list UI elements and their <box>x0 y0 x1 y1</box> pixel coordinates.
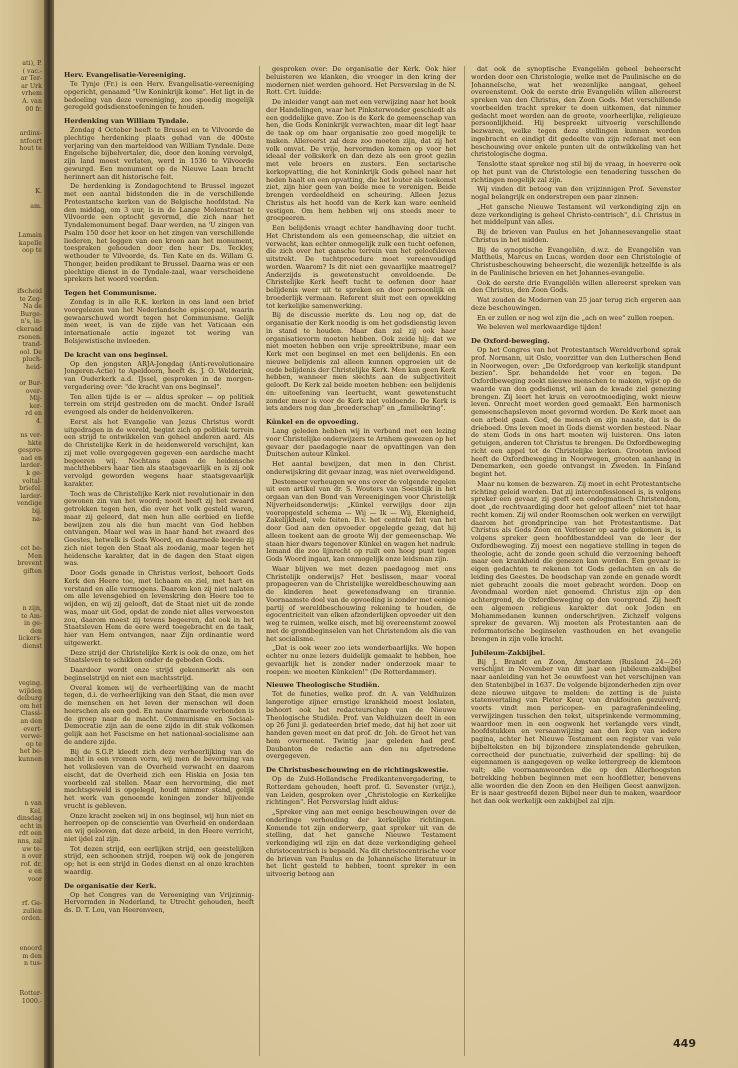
article-paragraph: Tot de funeties, welke prof. dr. A. van Veldhuizen langerotige zijner ernstige krankheid moest loslaten, behoort ook het redacteurschap van de Nieuwe Theologische Studiën. Prof. van Veldhuizen deelt in een op 26 Juni jl. gedateerden brief mede, dat hij het zoer uit handen geven moet en dat prof. dr. Joh. de Groot het van hem overneemt. Twintig jaar geleden had prof. Daubanton de redactie aan den nu afgetredene overgegeven. <box>266 690 456 761</box>
article-paragraph: Deze strijd der Christelijke Kerk is ook de onze, om het Staatsleven te schikken onder de geboden Gods. <box>64 648 254 665</box>
article-heading: Jubileum-Zakbijbel. <box>471 648 546 657</box>
article-paragraph: Toch was de Christelijke Kerk niet revolutionair in den gewonen zin van het woord; nooit heeft zij het zwaard getrokken tegen hen, die over het volk gesteld waren, maar zij geleerd, dat men hun alle eerbied en liefde bewijzen zou als die hun macht van God hebben ontvangen. Maar wel was in haar hand het zwaard des Geestes, hetwelk is Gods Woord, en daarmede keerde zij zich niet tegen den Staat als zoodanig, maar tegen het heidensche karakter, dat in de dagen den Staat eigen was. <box>64 489 254 568</box>
article-paragraph: Eerst als het Evangelie van Jezus Christus wordt uitgedragen in de wereld, begint zich op politiek terrein een strijd te ontwikkelen van geheel anderen aard. Als de Christelijke Kerk in de heidenwereld verschijnt, kan zij met volle overgegeven gegeven een aardsche macht begeeren wij. Nochtans gaan de heidensche machthebbers haar tien als staatsgevaarlijk en is zij ook vervolgd geworden wegens haar staatsgevaarlijk karakter. <box>64 417 254 488</box>
column-rule <box>464 66 465 1056</box>
article-paragraph: Het aantal bewijzen, dat men in den Christ. onderwijskring dit gevaar inzag, was niet overweldigend. <box>266 460 456 476</box>
article-paragraph: Overal komen wij de verheerlijking van de macht tegen, d.i. de verheerlijking van den Staat, die men over de menschen en het leven der menschen wil doen heerschen als een god. En nauw daarmede verbonden is de groep naar de macht. Communisme en Sociaal-Democratie zijn aan de eene zijde in dit stuk volkomen gelijk aan het Fascisme en het nationaal-socialisme aan de andere zijde. <box>64 683 254 746</box>
left-page-fragment: n zijn, te Am- in ge- den lickers- dienst <box>18 605 42 650</box>
article-paragraph: De inleider vangt aan met een verwijzing naar het boek der Handelingen, waar het Pinksterwonder geschiedt als een goddelijke gave. Zoo is de Kerk de gemeenschap van hen, die Gods Koninkrijk verwachten, maar dit legt haar de taak op om haar organisatie zoo goed mogelijk te maken. Allereerst zal deze zoo moeten zijn, dat zij het volk omvat. De vrije, hervormden komen op voor het ideaal der volkskerk en dan deze als een groot geziin met vele broers en zusters. Een sectarische kerkopvatting, die het Koninkrijk Gods geheel naar het heden haalt en een opvatting, die het louter als toekomst ziet, zijn hier geen van beide mee te verenigen. Beide brengen verdeeldheid en scheuring. Alleen Jezus Christus als het hoofd van de Kerk kan ware eenheid vestigen. Om hem hebben wij ons steeds meer te groepeeren. <box>266 98 456 223</box>
article-heading: De organisatie der Kerk. <box>64 881 157 890</box>
article-paragraph: Bij de synoptische Evangeliën, d.w.z. de Evangeliën van Mattheüs, Marcus en Lucas, worden door een Christologie of Christusbeschouwing beheerscht, die wezenlijk hetzelfde is als in de Paulinische brieven en het Johannes-evangelie. <box>471 245 681 277</box>
left-page-fragment: ifscheid te Zeg- Na de Burge- n's, in- ckeraad rsonen. trand- ool. De pluch- heid- <box>16 288 42 371</box>
article-paragraph: Op den jongsten ARJA-Jongdag (Anti-revolutionaire Jongeren-Actie) te Apeldoorn, heeft ds. J. O. Welderink, van Ouderkerk a.d. IJssel, gesproken in de morgen-vergadering over: "de kracht van ons beginsel". <box>64 359 254 391</box>
article-paragraph: Waar blijven we met dezen paedagoog met ons Christelijk onderwijs? Het beslissen, maar vooral propageeren van de Christelijke wereldbeschouwing aan de kinderen heet gewetensdwang en tirannie. Voornaamste doel van de opvoeding is zonder met eenige partij of wereldbeschouwing rekening te houden, de egocentriciteit van elken afzonderlijken opvoeder uit den weg te ruimen, welke eisch, met bij overeenstemt zoowel met de grondbeginselen van het Christendom als die van het socialisme. <box>266 564 456 643</box>
left-page-fragment: ns ver- hkte gespro- aad en larder- k ge- voltal- briefel. larder- vendige bij. na- <box>16 432 42 523</box>
article-paragraph: Tenslotte staat spreker nog stil bij de vraag, in hoeverre ook op het punt van de Christologie een tenadering tusschen de richtingen mogelijk zal zijn. <box>471 160 681 184</box>
article-paragraph: En er zullen er nog wel zijn die „ach en wee" zullen roepen. <box>477 313 675 322</box>
article-paragraph: Tot dezen strijd, een eerlijken strijd, een geestelijken strijd, een schoonen strijd, roepen wij ook de jongeren op; het is een strijd in Godes dienst en al onze krachten waardig. <box>64 844 254 876</box>
article-paragraph: Een belijdenis vraagt echter handhaving door tucht. Het Christendom als een gemeenschap, die uitziet en verwacht, kan echter onmogelijk zulk een tucht oefenen, die zich over het gansche terrein van het geloofsleven uitstrekt. De tuchtprocedure moet vereenvoudigd worden. Waarom? Is dit niet een gevaarlijke maatregel? Anderzijds is gewetenstucht onvoldoende. De Christelijke Kerk heeft tucht te oefenen door haar belijdenis weer uit te spreken en door persoonlijk en broederlijk vermaan. Referent sluit met een opwekking tot kerkelijke samenwerking. <box>266 224 456 310</box>
article-paragraph: Zondag 4 October heeft te Brussel en te Vilvoorde de plechtige herdenking plaats gehad van de 400ste verjaring van den marteldood van William Tyndale. Deze Engelsche bijbelvertaler, die, door den koning vervolgd, zijn land moest verlaten, werd in 1536 te Vilvoorde gewurgd. Een monument op de Nieuwe Laan bracht herinnert aan dit historische feit. <box>64 126 254 181</box>
article-paragraph: Wij vinden dit betoog van den vrijzinnigen Prof. Sevenster nogal belangrijk en onderstrepen een paar zinnen: <box>471 185 681 201</box>
column-3 <box>471 66 681 1028</box>
article-paragraph: Op het Congres van de Vereeniging van Vrijzinnig-Hervormden in Nederland, te Utrecht gehouden, heeft ds. D. T. Lou, van Heerenveen, <box>64 890 254 914</box>
left-page-fragment: cet be- Men brevent giften <box>17 545 42 575</box>
article-paragraph: Zondag is in alle R.K. kerken in ons land een brief voorgelezen van het Nederlandsche episcopaat, waarin gewaarschuwd wordt tegen het Communisme. Gelijk men weet, is van de zijde van het Vaticaan een internationale actie ingezet tot wering van Bolsjewistische invloeden. <box>64 298 254 345</box>
article-heading: Herdenking van William Tyndale. <box>64 117 189 125</box>
right-page <box>54 0 738 1068</box>
article-paragraph: Op het Congres van het Protestantsch Wereldverbond sprak prof. Normann, uit Oslo, voorzitter van den Lutherschen Bond in Noorwegen, over: „De Oxfordgroep van kerkelijk standpunt bezien". Spr. behandelde het voor en tegen. De Oxfordbeweging zoekt nieuwe menschen te maken, wijst op de waarde van den godsdienst, wil aan de kwade ziel genezing brengen. Zij leert het kruis en verootmoediging, wekt nieuw leven. Onrecht moet worden goed gemaakt. Een harmonisch gemeenschapsleven moet gevormd worden. De Kerk moet aan een arbeid gaan. God, de mensch en zijn naaste, dat is de drieboed. Ons leven moet in Gods dienst worden besteed. Naar de stem Gods in ons hart moeten wij luisteren. Ons laten getuigen, anderen tot Christus te brengen. De Oxfordbeweging richt een appel tot de Christelijke kerken. Grooten invloed heeft de Oxfordbeweging in Noorwegen, grooten aanhang in Denemarken, een goede ontvangst in Zweden. In Finland begint het. <box>471 346 681 478</box>
article-paragraph: „Dat is ook weer zoo iets wonderbaarlijks. We hopen echter nu onze lezers duidelijk gemaakt te hebben, hoe gevaarlijk het is zonder nader onderzoek maar te roepen: we moeten Künkelen!" (De Rotterdammer). <box>266 644 456 676</box>
article-heading: Künkel en de opvoeding. <box>266 418 359 426</box>
article-heading: Nieuwe Theologische Studiën. <box>266 681 380 690</box>
article-paragraph: We beleven wel merkwaardige tijden! <box>477 323 602 332</box>
left-page-fragment: Lamain kapelle oop te <box>18 232 42 255</box>
article-paragraph: Destemeer verheugen we ons over de volgende regelen uit een artikel van dr. S. Wouters van Soestdijk in het orgaan van den Bond van Vereenigingen voor Christelijk Nijverheidsonderwijs: „Künkel verwijlgs door zijn vooropgesteld schema — Wij — Ik — Wij, Ekenigheid, Zakelijkheid, vele feiten. B.v. het centrale feit van het door God aan den opvoeder opgelegde gezag, dat hij alleen toekent aan de groote Wij der gemeenschap. We staan hier dwars tegenover Künkel en wagen het nadruk: Iemand die zoo lijnrecht op ruilt een hoog punt tegen Gods Woord ingaat, kan onmogelijk onze leidsman zijn. <box>266 477 456 563</box>
article-paragraph: Ten allen tijde is er — aldus spreker — op politiek terrein om strijd gestreden om de macht. Onder Israël evengoed als onder de heidenvolkeren. <box>64 392 254 416</box>
left-page-fragment: Rotter- 1000.- <box>19 990 42 1005</box>
article-paragraph: Bij de S.G.P. kleedt zich deze verheerlijking van de macht in een vromen vorm, wij men de bevorming van het volksleven van de Overheid verwacht en daarom eischt, dat de Overheid zich een Hiskia en Josia ten voorbeeld zal stellen. Maar een hervorming, die met machtsgeweld is opgelegd, houdt nimmer stand, gelijk het werk van genoemde koningen zonder blijvende vrucht is gebleven. <box>64 747 254 810</box>
left-page-fragment: K. am. <box>30 188 42 211</box>
article-heading: Herv. Evangelisatie-Vereeniging. <box>64 71 186 79</box>
left-page-fragment: n van Kel. dinsdag echt in rdt een nns, zal uw te- n over rof. dr. e en voor <box>16 800 42 883</box>
column-1 <box>64 66 254 1028</box>
left-page-fragment: enoord m den n tus- <box>19 945 42 968</box>
article-paragraph: dat ook de synoptische Evangeliën geheel beheerscht worden door een Christologie, welke met de Paulinische en de Johanneïsche, wat het wezenlijke aangaat, geheel overeenstemt. Ook de eerste drie Evangeliën willen allereerst spreken van den Christus, den Zoon Gods. Met verschillende voorbeelden tracht spreker te doen uitkomen, dat nimmer gedacht moet worden aan de groote, voorheerlijke, religieuze persoonlijkheid. Hij bespreekt uitvoerig verschillende bezwaren, welke tegen deze stellingen kunnen worden ingebracht en eindigt dit gedeelte van zijn referaat met een beschouwing over enkele punten uit de ontwikkeling van het christologische dogma. <box>471 66 681 159</box>
left-page-fragment: rf. Ge- zullen orden. <box>21 900 42 923</box>
article-paragraph: Daardoor wordt onze strijd gekenmerkt als een beginselstrijd en niet een machtsstrijd. <box>64 666 254 682</box>
article-paragraph: Te Tynje (Fr.) is een Herv. Evangelisatie-vereeniging opgericht, genaamd "Uw Koninkrijk kome". Het ligt in de bedoeling van deze vereeniging, zoo spoedig mogelijk geregeld godsdienstoefeningen te houden. <box>64 80 254 112</box>
article-paragraph: Maar nu komen de bezwaren. Zij moet in echt Protestantsche richting geleid worden. Dat zij interconfessioneel is, is volgens spreker een gevaar, zij geeft een ondogmatisch Christendom, doet „de rechtvaardiging door het geloof alleen" niet tot haar recht komen. Zij wil onder Roomschen ook werken en verwijlgt daarom het grondprincipe van het Protestantisme. Dat Christus als Gods Zoon en Verlosser op aarde gekomen is, is volgens spreker geen hoofdbestanddeel van de leer der Oxfordbeweging. Zij moest een negatieve stelling in tegen de theologie, acht de zonde geen schuld die verzoening behoeft maar een krankheid die genezen kan worden. Een gevaar is: eigen gedachten te rekenen tot Gods gedachten en als de leiding des Geestes. De boodschap van zonde en genade wordt niet gebracht zooals die moet gebracht worden. Doop en Avondmaal worden niet genoemd. Christus zijn op den achtergrond, de Oxfordbeweging op den voorgrond. Zij heeft een algemeen religieus karakter dat ook Joden en Mohammedanen kunnen onderschrijven. Zichzelf volgens spreker de gevaren. Wij moeten als Protestanten aan de reformatorische beginselen vasthouden en het evangelie brengen in zijn volle kracht. <box>471 479 681 643</box>
column-2 <box>266 66 456 1028</box>
article-heading: De kracht van ons beginsel. <box>64 350 168 359</box>
article-paragraph: „Het gansche Nieuwe Testament wil verkondiging zijn en deze verkondiging is geheel Christo-centrisch", d.i. Christus in het middelpunt van alles. <box>471 202 681 227</box>
article-paragraph: Bij de brieven van Paulus en het Johannesevangelie staat Christus in het midden. <box>471 228 681 244</box>
article-paragraph: Lang geleden hebben wij in verband met een lezing voor Christelijke onderwijzers te Arnhem gewezen op het gevaar der paedagogie naar de opvattingen van den Duitschen auteur Künkel. <box>266 427 456 459</box>
article-heading: Tegen het Communisme. <box>64 289 157 297</box>
article-paragraph: Wat zouden de Modernen van 25 jaar terug zich ergeren aan deze beschouwingen. <box>471 296 681 312</box>
article-paragraph: Ook de eerste drie Evangeliën willen allereerst spreken van den Christus, den Zoon Gods. <box>471 278 681 295</box>
left-page-fragment: or Bur- over- Mij- ker- rd en 4. <box>19 380 42 425</box>
article-paragraph: Onze kracht zoeken wij in ons beginsel, wij hun niet en herroepen op de conscientie van Overheid en onderdaan en wij gelooven, dat deze arbeid, in den Heere verricht, niet ijdel zal zijn. <box>64 811 254 843</box>
left-page-fragment: ati), P. ( vac.- ar Ter- ar Urk vrhem A. van 00 fr. <box>20 60 42 113</box>
column-rule <box>259 66 260 1056</box>
page-number: 449 <box>673 1037 696 1050</box>
left-page-edge <box>0 0 44 1068</box>
article-paragraph: „Spreker ving aan met eenige beschouwingen over de onderlinge verhouding der kerkelijke richtingen. Komende tot zijn onderwerp, gaat spreker uit van de stelling, dat het gansche Nieuwe Testament verkondiging wil zijn en dat deze verkondiging geheel christocentrisch is bepaald. Na dit christocentrische voor de brieven van Paulus en de Johanneïsche literatuur in het licht gesteld te hebben, toont spreker in een uitvoerig betoog aan <box>266 808 456 878</box>
article-heading: De Oxford-beweging. <box>471 337 550 345</box>
article-paragraph: Bij de discussie merkte ds. Lou nog op, dat de organisatie der Kerk noodig is om het godsdienstig leven in stand te houden. Maar dan zal zij ook haar organisatievorm moeten hebben. Ook zeide hij: dat we niet moeten hebben een vrije spreektribune, maar een Kerk met een beginsel en met een belijdenis. En een nieuwe belijdenis zal alleen kunnen opgroeien uit de oude belijdenis der Christelijke Kerk. Men kan geen Kerk hebben, wanneer men slechts aan de subjectiviteit gelooft. De Kerk zal beide moeten hebben: een belijdenis én: uitoefening van leertucht, want gewetenstucht zonder meer is voor de Kerk niet voldoende. De Kerk is iets anders nog dan „broederschap" en „familiekring". <box>266 311 456 413</box>
article-heading: De Christusbeschouwing en de richtingskwestie. <box>266 766 449 774</box>
article-paragraph: gesproken over: De organisatie der Kerk. Ook hier beluisteren we klanken, die vroeger in den kring der modernen niet werden gehoord. Het Persverslag in de N. Rott. Crt. luidde: <box>266 66 456 97</box>
article-paragraph: De herdenking is Zondagochtend te Brussel ingezet met een aantal bidstonden die in de verschillende Protestantsche kerken van de Belgische hoofdstad. Na den middag, om 3 uur, is in de Lange Molenstraat te Vilvoorde een optocht gevormd, die zich naar het Tyndalemonument begaf. Daar werden, na 'U zingen van Psalm 150 door het koor en het zingen van verschillende liederen, het leggen van een kroon aan het monument, toespraken gehouden door den heer Ds. Teckley, wethouder te Vilvoorde, ds. Ten Kate en ds. Willam G. Thonger, beiden predikant te Brussel. Daarna was er een plechtige dienst in de Tyndale-zaal, waar verscheidene sprekers het woord voerden. <box>64 182 254 284</box>
book-gutter <box>44 0 54 1068</box>
article-paragraph: Op de Zuid-Hollandsche Predikantenvergadering, te Rotterdam gehouden, heeft prof. G. Sevenster (vrijz.), van Leiden, gesproken over „Christologie en Kerkelijke richtingen". Het Persverslag luidt aldus: <box>266 775 456 807</box>
article-paragraph: Door Gods genade in Christus verlost, behoort Gods Kerk den Heere toe, met lichaam en ziel, met hart en verstand en alle vermogens. Daarom kon zij niet nalaten om alle levensgebied en levenskring den Heere toe te wijden, en wij zij gelooft, dat de Staat niet uit de zonde was, maar uit God, opdat de zonde niet alles verwoesten zou, daarom moest zij tevens begeeren, dat ook in het Staatsleven Hem de eere werd toegebracht en de taak, hier van Hem ontvangen, naar Zijn ordinantie werd uitgewerkt. <box>64 569 254 647</box>
article-paragraph: Bij J. Brandt en Zoon, Amsterdam (Rusland 24—26) verschijnt in November van dit jaar een jubileum-zakbijbel naar aanleiding van het 3e eeuwfeest van het verschijnen van den Statenbijbel in 1637. De volgende bijzonderheden zijn over deze nieuwe uitgave te melden: de zetting is de juiste statenvertaling van Pieter Keur, van drukfouten gezuiverd; voorts vindt men pericopen- en paragrafenindeeling, verwijzingen tusschen den tekst, uitsprinkende vermomming, waardoor men in een oogwenk het verlangde vers vindt, hoofdstukken en versaanwijzing aan den kop van iedere pagina, achter het Nieuwe Testament een register van vele bijbelteksten en bij bijzondere zinsplatendende gebruiken, correctheid der punctuatie, zuiverheid der spelling: bij de eigennamen is aangegeven op welke lettergreep de klemtoon valt; alle voornaamwoorden die op den Allerhoogsten betrekking hebben beginnen met een hoofdletter, benevens alle woorden die den Zoon en den Heiligen Geest aanwijzen. Er is naar gestreefd dezen Bijbel neer dun te maken, waardoor het dan ook werkelijk een zakbijbel zal zijn. <box>471 657 681 805</box>
left-page-fragment: veging. wijlden delburg om het Classi- an den evert- verwe- op te het be- kunnen <box>17 680 42 763</box>
left-page-fragment: ardinx- ntfoort hout te <box>19 130 42 153</box>
